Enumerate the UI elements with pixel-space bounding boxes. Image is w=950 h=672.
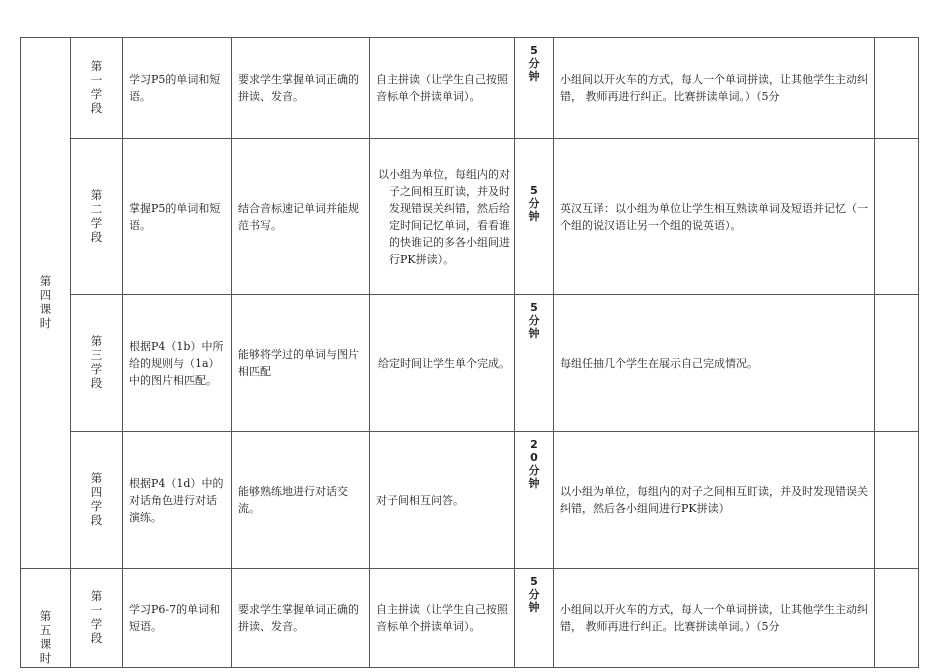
- blank-cell: [875, 569, 919, 668]
- stage-cell: [71, 432, 123, 569]
- stage-label: 第四学段: [90, 471, 103, 527]
- method-cell: [370, 295, 515, 432]
- method-text: 给定时间让学生单个完成。: [378, 356, 510, 370]
- stage-label: 第一学段: [90, 59, 103, 115]
- stage-cell: [71, 295, 123, 432]
- content-cell: 学习P6-7的单词和短语。: [123, 569, 232, 668]
- lesson-label-cell: [21, 569, 71, 668]
- time-label: 20分钟: [528, 438, 540, 490]
- method-cell: 自主拼读（让学生自己按照音标单个拼读单词）。: [370, 38, 515, 139]
- blank-cell: [875, 139, 919, 295]
- method-cell: 自主拼读（让学生自己按照音标单个拼读单词）。: [370, 569, 515, 668]
- time-cell: [515, 432, 554, 569]
- method-cell: 对子间相互问答。: [370, 432, 515, 569]
- time-label: 5分钟: [528, 575, 540, 614]
- stage-label: 第三学段: [90, 334, 103, 390]
- content-cell: 根据P4（1d）中的对话角色进行对话演练。: [123, 432, 232, 569]
- lesson-label: 第五课时: [39, 609, 52, 665]
- time-cell: [515, 38, 554, 139]
- blank-cell: [875, 432, 919, 569]
- table-row: [21, 38, 919, 139]
- table-row: [21, 432, 919, 569]
- goal-cell: 能够熟练地进行对话交流。: [232, 432, 370, 569]
- time-cell: [515, 569, 554, 668]
- lesson-plan-table: [20, 37, 919, 668]
- activity-cell: 每组任抽几个学生在展示自己完成情况。: [554, 295, 875, 432]
- goal-cell: 能够将学过的单词与图片相匹配: [232, 295, 370, 432]
- lesson-label: 第四课时: [39, 274, 52, 330]
- table-row: [21, 295, 919, 432]
- stage-label: 第一学段: [90, 589, 103, 645]
- table-row: [21, 569, 919, 668]
- time-label: 5分钟: [528, 44, 540, 83]
- blank-cell: [875, 38, 919, 139]
- content-cell: 根据P4（1b）中所给的规则与（1a）中的图片相匹配。: [123, 295, 232, 432]
- activity-cell: 英汉互译：以小组为单位让学生相互熟读单词及短语并记忆（一个组的说汉语让另一个组的说英语）。: [554, 139, 875, 295]
- time-cell: [515, 295, 554, 432]
- goal-cell: 要求学生掌握单词正确的拼读、发音。: [232, 38, 370, 139]
- stage-cell: [71, 569, 123, 668]
- table-row: [21, 139, 919, 295]
- blank-cell: [875, 295, 919, 432]
- time-cell: [515, 139, 554, 295]
- time-label: 5分钟: [528, 184, 540, 223]
- stage-cell: [71, 139, 123, 295]
- method-cell: [370, 139, 515, 295]
- time-label: 5分钟: [528, 301, 540, 340]
- goal-cell: 结合音标速记单词并能规范书写。: [232, 139, 370, 295]
- activity-cell: 小组间以开火车的方式，每人一个单词拼读，让其他学生主动纠错， 教师再进行纠正。比赛拼读单词。）（5分: [554, 569, 875, 668]
- lesson-label-cell: [21, 38, 71, 569]
- method-text: 以小组为单位，每组内的对子之间相互盯读，并及时发现错误关纠错，然后给定时间记忆单词，看看谁的快谁记的多各小组间进行PK拼读）。: [378, 167, 510, 266]
- content-cell: 掌握P5的单词和短语。: [123, 139, 232, 295]
- goal-cell: 要求学生掌握单词正确的拼读、发音。: [232, 569, 370, 668]
- content-cell: 学习P5的单词和短语。: [123, 38, 232, 139]
- activity-cell: 小组间以开火车的方式，每人一个单词拼读，让其他学生主动纠错， 教师再进行纠正。比赛拼读单词。）（5分: [554, 38, 875, 139]
- stage-cell: [71, 38, 123, 139]
- activity-cell: 以小组为单位，每组内的对子之间相互盯读，并及时发现错误关纠错，然后各小组间进行PK拼读）: [554, 432, 875, 569]
- stage-label: 第二学段: [90, 187, 103, 244]
